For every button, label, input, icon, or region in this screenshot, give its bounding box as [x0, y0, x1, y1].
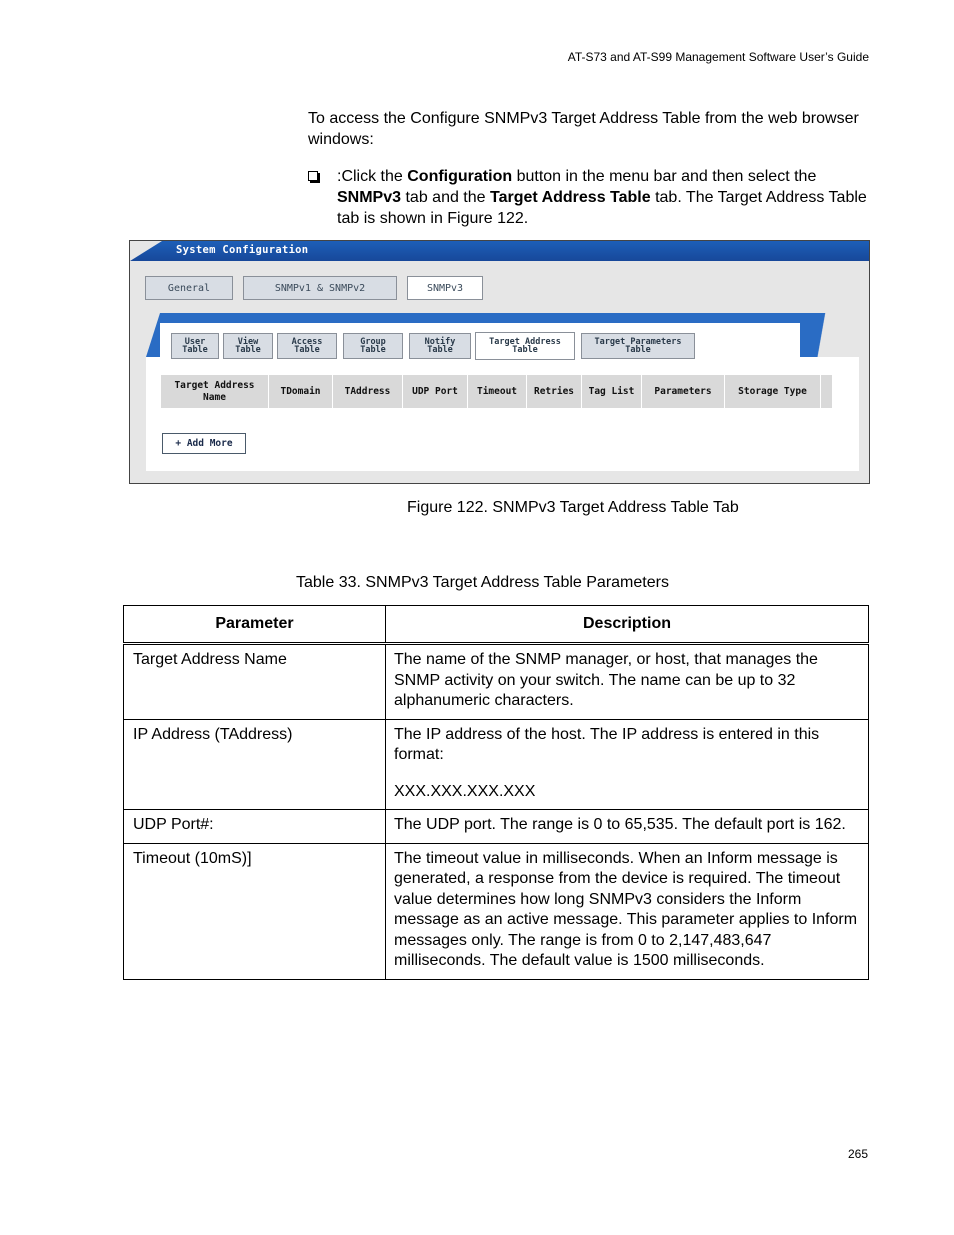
add-more-button[interactable]: + Add More [162, 433, 246, 454]
page-number: 265 [847, 1147, 868, 1161]
figure-screenshot [129, 240, 870, 484]
column-header: TAddress [333, 375, 403, 408]
description-cell: The timeout value in milliseconds. When an Inform message is generated, a response from the device is required. The timeout value determines how long SNMPv3 considers the Inform message as an active message. This parameter applies to Inform messages only. The range is from 0 to 2,147,483,647 milliseconds. The default value is 1500 milliseconds. [386, 843, 869, 979]
subtab-group-table[interactable]: Group Table [343, 333, 403, 359]
description-cell: The name of the SNMP manager, or host, that manages the SNMP activity on your switch. The name can be up to 32 alphanumeric characters. [386, 644, 869, 720]
column-header-spacer [821, 375, 833, 408]
window-titlebar [130, 241, 869, 261]
column-header: Target Address Name [161, 375, 269, 408]
instruction-bullet [308, 166, 868, 229]
running-header: AT-S73 and AT-S99 Management Software User’s Guide [567, 50, 869, 64]
subtab-view-table[interactable]: View Table [223, 333, 273, 359]
checkbox-bullet-icon [308, 171, 318, 181]
figure-caption: Figure 122. SNMPv3 Target Address Table Tab [407, 499, 739, 516]
table-row [124, 644, 869, 720]
tab-snmpv3[interactable]: SNMPv3 [407, 276, 483, 300]
parameter-cell: Target Address Name [124, 644, 386, 720]
bullet-text: :Click the Configuration button in the menu bar and then select the SNMPv3 tab and the Target Address Table tab. The Target Address Table tab is shown in Figure 122. [337, 168, 867, 227]
parameter-cell: UDP Port#: [124, 810, 386, 844]
parameter-cell: IP Address (TAddress) [124, 719, 386, 810]
parameter-table [123, 605, 869, 980]
table-row [124, 810, 869, 844]
window-title: System Configuration [176, 244, 309, 256]
column-header: Retries [527, 375, 582, 408]
column-header: Parameters [642, 375, 725, 408]
description-cell: The UDP port. The range is 0 to 65,535. The default port is 162. [386, 810, 869, 844]
subtab-target-parameters-table[interactable]: Target Parameters Table [581, 333, 695, 359]
column-header: Timeout [468, 375, 527, 408]
table-row [124, 719, 869, 810]
subtab-target-address-table[interactable]: Target Address Table [475, 332, 575, 360]
column-header: Storage Type [725, 375, 821, 408]
header-parameter: Parameter [124, 606, 386, 644]
subtab-notify-table[interactable]: Notify Table [409, 333, 471, 359]
table-caption: Table 33. SNMPv3 Target Address Table Parameters [296, 574, 669, 591]
parameter-cell: Timeout (10mS)] [124, 843, 386, 979]
subtab-user-table[interactable]: User Table [171, 333, 219, 359]
description-cell: The IP address of the host. The IP address is entered in this format: XXX.XXX.XXX.XXX [386, 719, 869, 810]
header-description: Description [386, 606, 869, 644]
table-row [124, 843, 869, 979]
subtab-access-table[interactable]: Access Table [277, 333, 337, 359]
tab-snmpv1-snmpv2[interactable]: SNMPv1 & SNMPv2 [243, 276, 397, 300]
intro-paragraph: To access the Configure SNMPv3 Target Address Table from the web browser windows: [308, 110, 859, 148]
column-header: UDP Port [403, 375, 468, 408]
tab-general[interactable]: General [145, 276, 233, 300]
column-header: TDomain [269, 375, 333, 408]
column-header: Tag List [582, 375, 642, 408]
